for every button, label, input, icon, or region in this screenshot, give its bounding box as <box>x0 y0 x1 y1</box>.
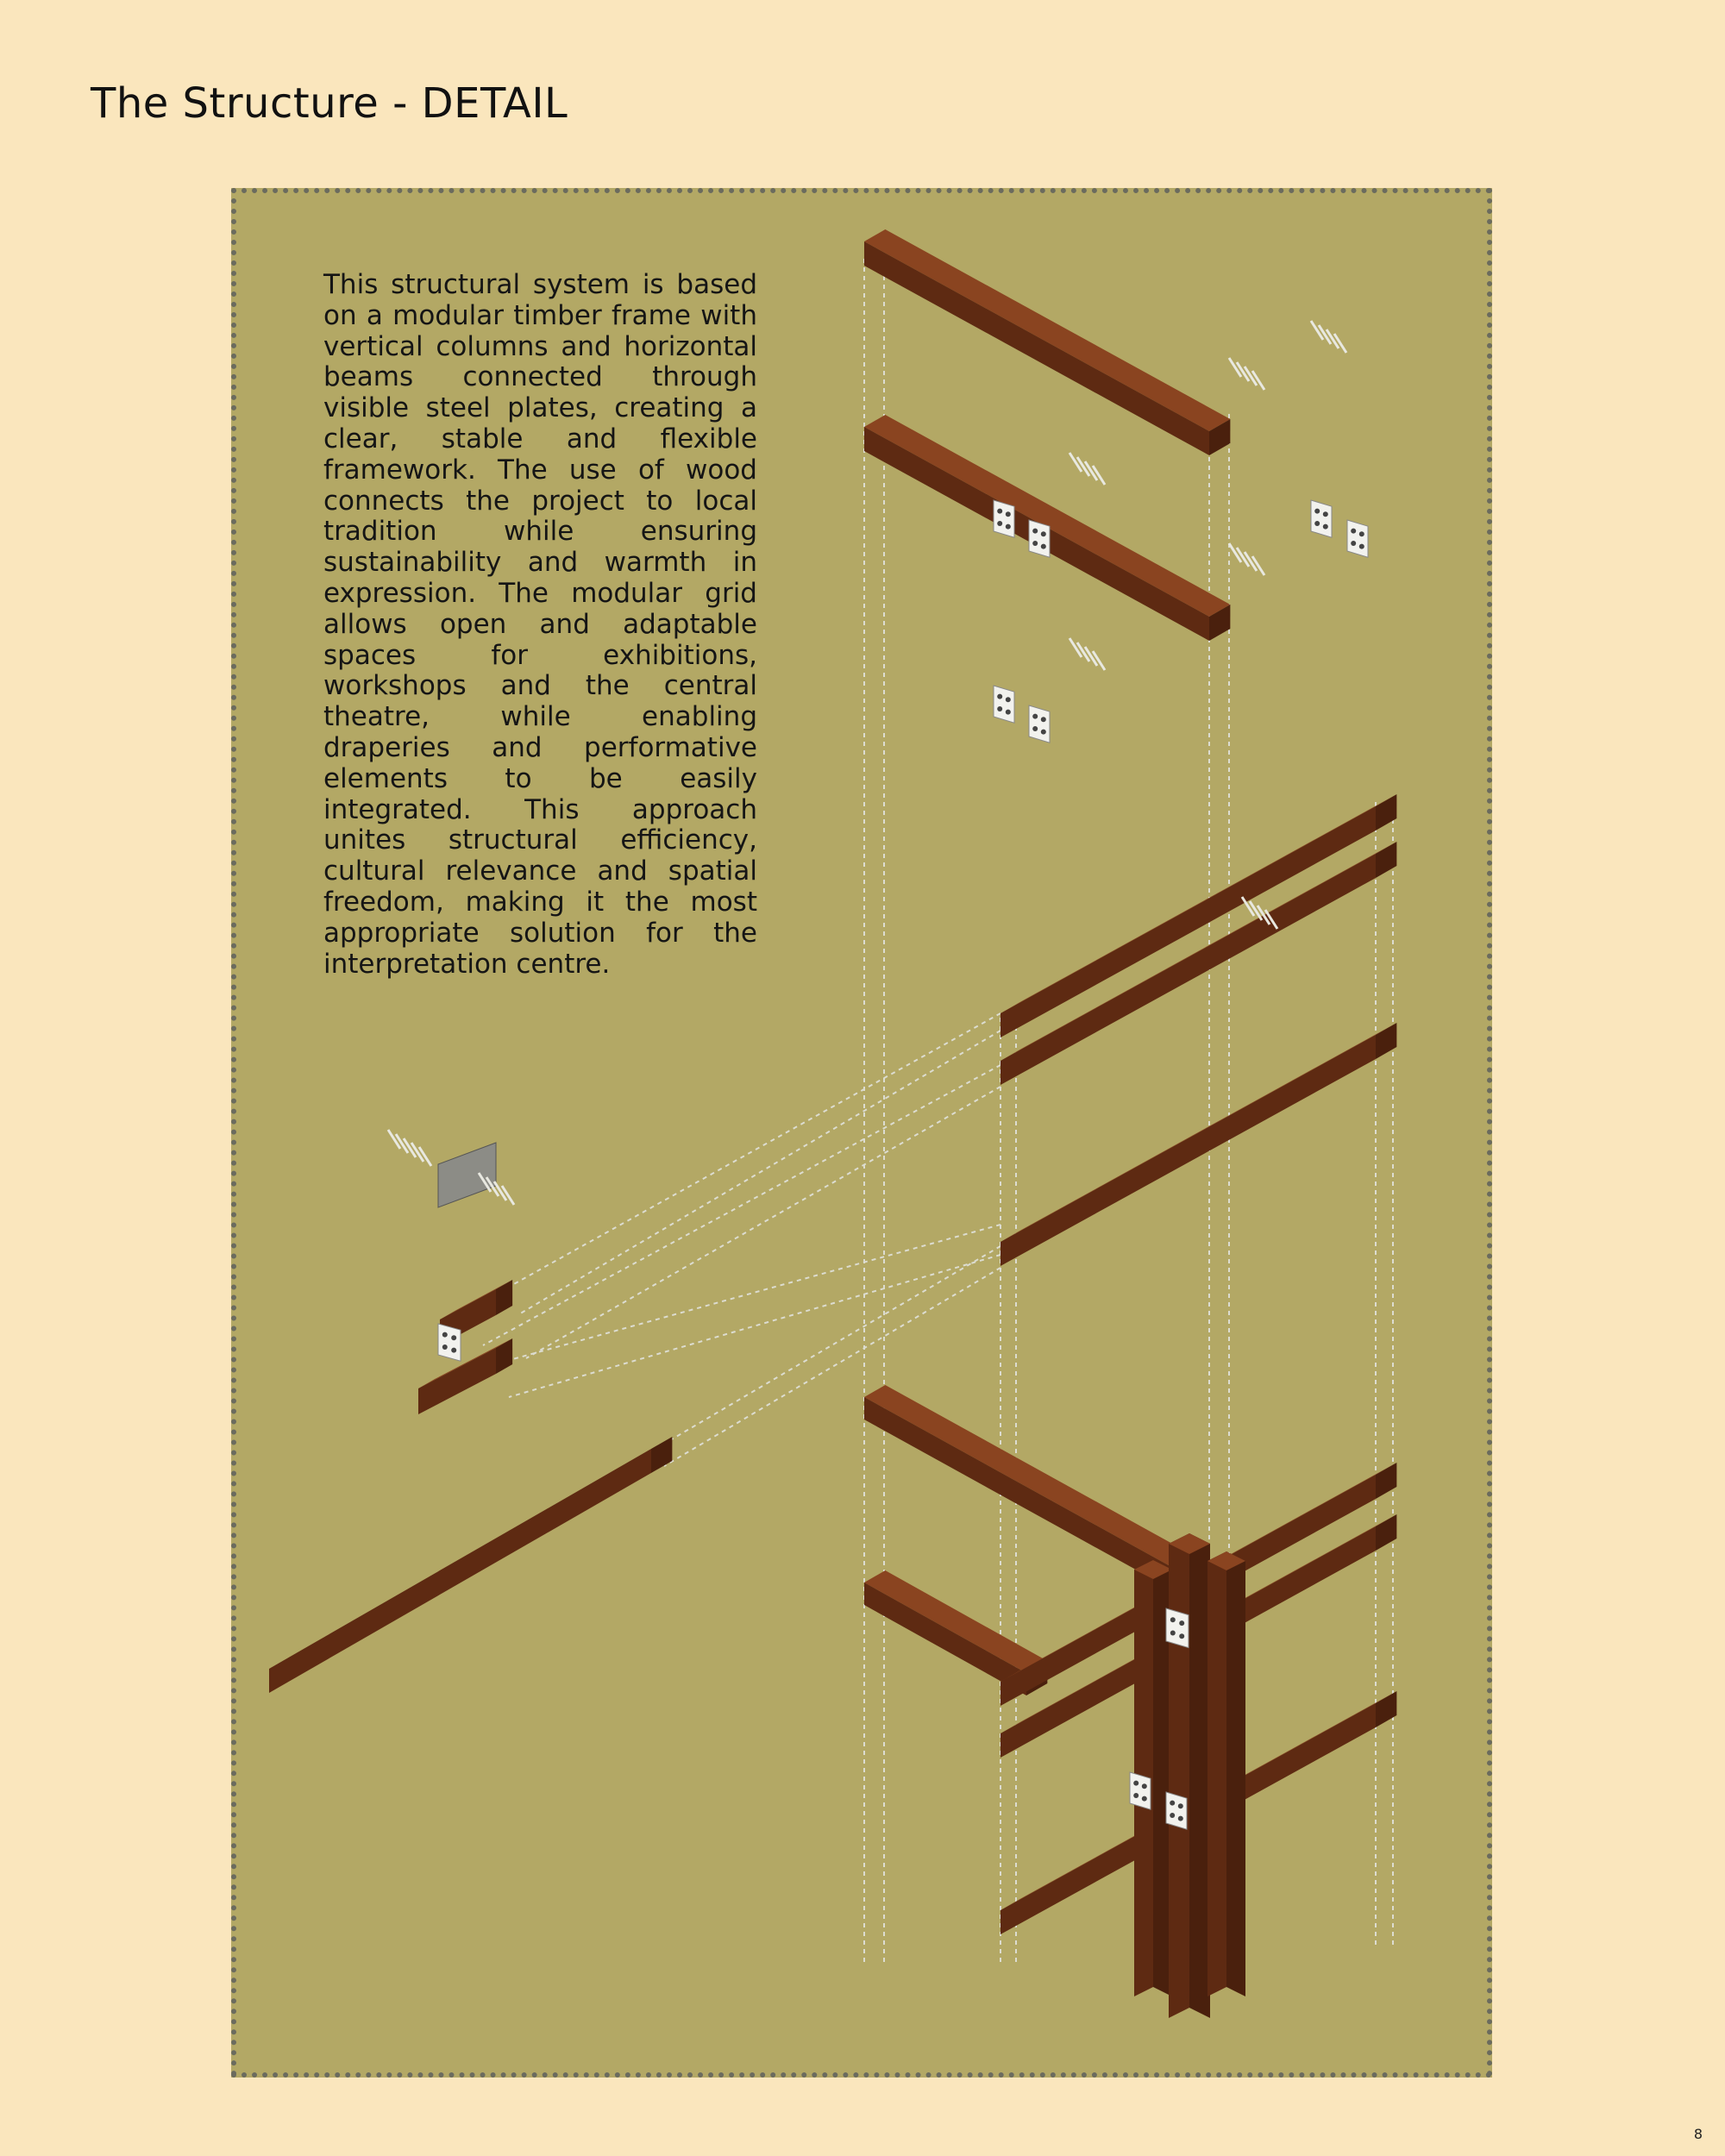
guide-line <box>466 1013 1000 1311</box>
bolt-hole <box>1032 714 1038 719</box>
steel-connector-plate <box>1166 1608 1189 1648</box>
bolt-hole <box>1170 1631 1176 1636</box>
guide-line <box>518 1031 1000 1315</box>
page-title: The Structure - DETAIL <box>91 79 568 128</box>
column-side-face <box>1169 1533 1189 2018</box>
beam-top-face <box>864 1570 1047 1673</box>
bolt-hole <box>1178 1803 1183 1808</box>
timber-column <box>1169 1533 1210 2018</box>
bolt-hole <box>442 1344 448 1350</box>
bolt-set <box>1229 543 1264 575</box>
plate-face <box>1347 520 1368 557</box>
bolt-hole <box>442 1332 448 1338</box>
beam-end-face <box>496 1338 512 1374</box>
bolt-hole <box>1351 529 1356 534</box>
beam-side-face <box>1000 806 1376 1037</box>
bolt-hole <box>1179 1620 1184 1626</box>
timber-beam <box>418 1338 512 1414</box>
beam-side-face <box>1000 854 1376 1085</box>
timber-beam <box>1000 1023 1396 1266</box>
steel-connector-plate <box>1166 1792 1187 1829</box>
plate-face <box>1166 1792 1187 1829</box>
steel-connector-plate <box>438 1324 461 1361</box>
bolt-hole <box>1006 524 1011 530</box>
steel-connector-plate <box>1311 500 1332 537</box>
steel-connector-plate <box>1029 705 1050 743</box>
bolt-hole <box>1359 531 1364 536</box>
page-number: 8 <box>1693 2126 1703 2142</box>
bolt-set <box>1070 638 1105 670</box>
bolt-hole <box>1179 1633 1184 1639</box>
steel-connector-plate <box>1130 1772 1151 1809</box>
plate-face <box>1130 1772 1151 1809</box>
timber-beam <box>1000 842 1396 1085</box>
bolt-set <box>1311 321 1346 353</box>
beam-end-face <box>496 1280 512 1315</box>
beam-top-face <box>864 415 1230 617</box>
bolt-hole <box>1323 511 1328 517</box>
bolt-hole <box>1041 730 1046 735</box>
guide-line <box>500 1225 1000 1363</box>
beam-side-face <box>269 1449 651 1693</box>
bolt-hole <box>1032 529 1038 534</box>
bolt-hole <box>997 706 1002 711</box>
timber-and-steel-parts <box>269 229 1396 2018</box>
bolt-hole <box>451 1348 456 1353</box>
steel-connector-plate <box>994 686 1014 723</box>
beam-end-face <box>1376 1691 1396 1727</box>
plate-face <box>1166 1608 1189 1648</box>
bolt-hole <box>1041 544 1046 549</box>
bolt-hole <box>1041 531 1046 536</box>
bolt-set <box>388 1130 431 1166</box>
beam-top-face <box>1000 1023 1396 1242</box>
steel-connector-plate <box>1347 520 1368 557</box>
guide-line <box>483 1065 1000 1345</box>
plate-face <box>1029 520 1050 557</box>
bolt-hole <box>1006 710 1011 715</box>
plate-face <box>994 500 1014 537</box>
bolt-hole <box>1314 521 1320 526</box>
bolt-hole <box>1133 1793 1138 1798</box>
beam-top-face <box>1000 842 1396 1061</box>
bolt-hole <box>1170 1813 1175 1818</box>
bolt-hole <box>1142 1783 1147 1789</box>
bolt-hole <box>1142 1796 1147 1802</box>
timber-column <box>1208 1551 1245 1996</box>
bolt-hole <box>1041 717 1046 722</box>
guide-line <box>526 1087 1000 1358</box>
bolt-set <box>1070 453 1105 485</box>
plate-face <box>1311 500 1332 537</box>
guide-line <box>656 1246 1000 1449</box>
structure-description: This structural system is based on a modular timber frame with vertical columns and horizontal beams connected through visible steel plates, creating a clear, stable and flexible framework. The use of wood connects the project to local tradition while ensuring sustainability and warmth in expression. The modular grid allows open and adaptable spaces for exhibitions, workshops and the central theatre, while enabling draperies and performative elements to be easily integrated. This approach unites structural efficiency, cultural relevance and spatial freedom, making it the most appropriate solution for the interpretation centre. <box>323 269 757 980</box>
bolt-hole <box>1314 509 1320 514</box>
bolt-hole <box>1032 726 1038 731</box>
bolt-hole <box>1170 1801 1175 1806</box>
steel-connector-plate <box>1029 520 1050 557</box>
bolt-hole <box>1032 541 1038 546</box>
plate-face <box>438 1324 461 1361</box>
bolt-hole <box>1170 1617 1176 1622</box>
beam-side-face <box>864 241 1209 455</box>
beam-top-face <box>1000 794 1396 1013</box>
timber-beam <box>1000 794 1396 1037</box>
beam-end-face <box>651 1437 672 1473</box>
bolt-hole <box>1006 697 1011 702</box>
steel-connector-plate <box>438 1143 496 1207</box>
bolt-hole <box>997 521 1002 526</box>
bolt-hole <box>1351 541 1356 546</box>
bolt-hole <box>1323 524 1328 530</box>
bolt-hole <box>1178 1816 1183 1821</box>
bolt-set <box>1229 358 1264 390</box>
bolt-hole <box>451 1335 456 1340</box>
plate-face <box>994 686 1014 723</box>
plate-face <box>1029 705 1050 743</box>
timber-beam <box>864 229 1230 455</box>
bolt-hole <box>997 694 1002 699</box>
bolt-hole <box>1133 1781 1138 1786</box>
beam-end-face <box>1376 794 1396 830</box>
column-front-face <box>1189 1533 1210 2018</box>
beam-side-face <box>1000 1035 1376 1266</box>
steel-connector-plate <box>994 500 1014 537</box>
bolt-hole <box>1006 511 1011 517</box>
plate-face <box>438 1143 496 1207</box>
column-side-face <box>1208 1551 1226 1996</box>
bolt-hole <box>1359 544 1364 549</box>
beam-top-face <box>864 229 1230 431</box>
timber-beam <box>269 1437 672 1693</box>
bolt-hole <box>997 509 1002 514</box>
column-front-face <box>1226 1551 1245 1996</box>
